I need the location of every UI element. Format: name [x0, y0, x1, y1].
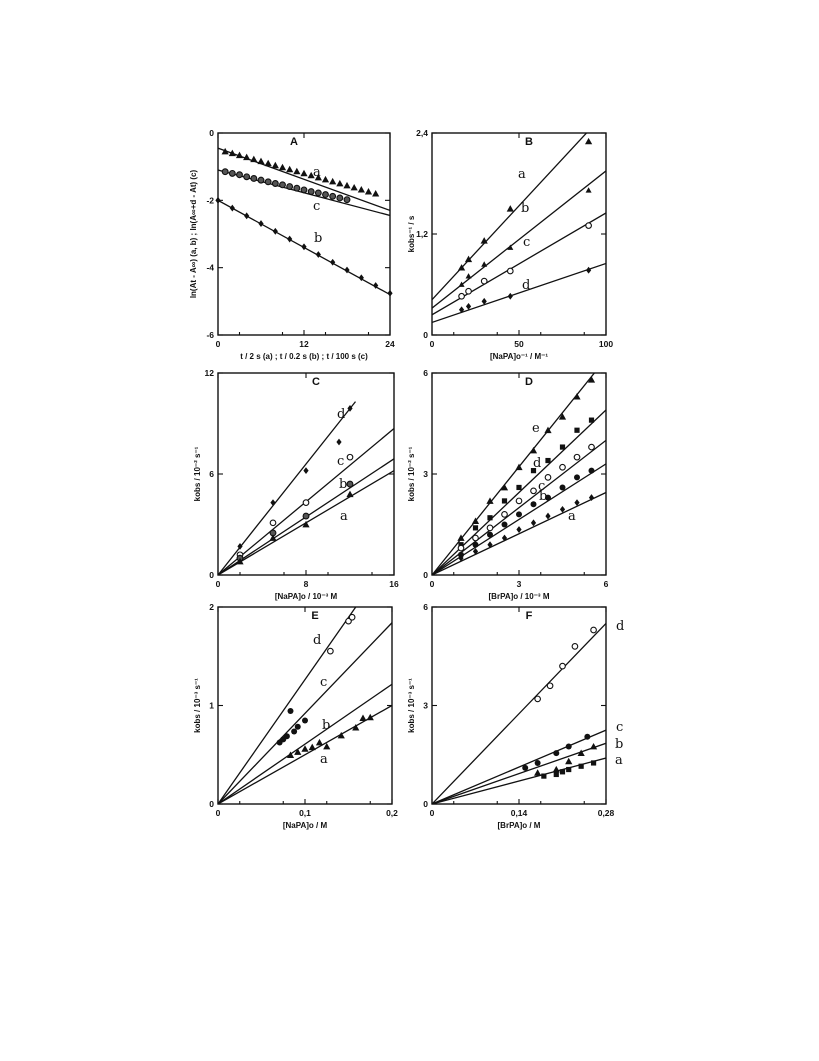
series-label: c: [320, 675, 328, 690]
data-point: [230, 205, 235, 212]
panel-letter: C: [312, 376, 320, 388]
data-point: [273, 228, 278, 235]
series-d: [432, 410, 606, 575]
data-point: [589, 418, 594, 423]
data-point: [279, 164, 286, 170]
y-axis-label: kobs / 10⁻² s⁻¹: [407, 446, 416, 502]
data-point: [591, 627, 597, 633]
data-point: [589, 444, 595, 450]
data-point: [481, 261, 487, 266]
series-label: a: [615, 753, 623, 768]
plot-frame: [432, 607, 606, 804]
series-b: [432, 737, 623, 804]
data-point: [280, 182, 286, 188]
data-point: [244, 174, 250, 180]
y-tick-label: -4: [206, 262, 214, 273]
series-d: [218, 607, 356, 804]
x-axis-label: [NaPA]o / 10⁻³ M: [274, 592, 338, 601]
y-axis-label: kobs / 10⁻² s⁻¹: [193, 446, 202, 502]
panel-letter: D: [525, 376, 533, 388]
data-point: [347, 481, 353, 487]
y-tick-label: 0: [423, 330, 428, 340]
series-a: [218, 148, 390, 211]
data-point: [574, 454, 580, 460]
series-label: d: [522, 278, 531, 293]
fit-line: [218, 684, 392, 804]
x-axis-label: [NaPA]o⁻¹ / M⁻¹: [489, 352, 549, 361]
data-point: [584, 734, 590, 740]
series-c: [432, 213, 606, 315]
y-axis-label: kobs⁻¹ / s: [407, 215, 416, 253]
data-point: [315, 190, 321, 196]
data-point: [287, 184, 293, 190]
x-tick-label: 0: [215, 339, 221, 349]
series-label: c: [538, 479, 546, 494]
data-point: [343, 182, 350, 188]
y-axis-label: kobs / 10⁻³ s⁻¹: [193, 678, 202, 733]
data-point: [258, 177, 264, 183]
x-tick-label: 100: [598, 339, 614, 349]
data-point: [516, 485, 521, 490]
y-tick-label: 0: [209, 128, 214, 138]
data-point: [270, 520, 276, 526]
data-point: [502, 498, 507, 503]
y-tick-label: 0: [423, 570, 428, 580]
data-point: [250, 156, 257, 162]
series-label: c: [616, 720, 624, 735]
y-tick-label: 6: [423, 602, 428, 612]
data-point: [323, 192, 329, 198]
data-point: [481, 278, 487, 284]
series-label: b: [539, 489, 548, 504]
fit-line: [218, 402, 356, 575]
data-point: [329, 178, 336, 184]
data-point: [487, 515, 492, 520]
data-point: [507, 205, 514, 211]
x-tick-label: 16: [389, 579, 399, 589]
y-axis-label: ln(At - A∞) (a, b) ; ln(A∞+d - At) (c): [189, 169, 198, 299]
data-point: [244, 212, 249, 219]
x-tick-label: 50: [514, 339, 524, 349]
data-point: [358, 186, 365, 192]
data-point: [387, 290, 392, 297]
data-point: [530, 447, 537, 453]
data-point: [579, 764, 584, 769]
data-point: [346, 491, 353, 497]
data-point: [531, 488, 537, 494]
data-point: [347, 454, 353, 460]
data-point: [291, 729, 297, 735]
x-axis-label: [BrPA]o / 10⁻³ M: [488, 592, 550, 601]
series-label: a: [313, 165, 321, 180]
data-point: [322, 176, 329, 182]
data-point: [237, 172, 243, 178]
plot-frame: [432, 133, 606, 335]
data-point: [545, 458, 550, 463]
series-label: b: [322, 718, 331, 733]
x-tick-label: 0: [429, 808, 435, 818]
data-point: [288, 708, 294, 714]
panel-a: [189, 128, 395, 361]
data-point: [251, 176, 257, 182]
x-tick-label: 24: [385, 339, 395, 349]
data-point: [541, 773, 546, 778]
series-label: d: [533, 456, 542, 471]
panel-b: [407, 112, 613, 361]
x-tick-label: 0,2: [386, 808, 398, 818]
data-point: [586, 267, 591, 274]
series-label: b: [314, 231, 323, 246]
data-point: [560, 769, 565, 774]
series-label: a: [340, 509, 348, 524]
plot-frame: [432, 373, 606, 575]
data-point: [330, 193, 336, 199]
series-label: d: [313, 633, 322, 648]
x-tick-label: 0: [215, 808, 221, 818]
data-point: [566, 767, 571, 772]
fit-line: [432, 112, 606, 300]
series-b: [215, 197, 392, 297]
data-point: [466, 273, 472, 278]
series-label: b: [615, 737, 624, 752]
series-label: a: [518, 167, 526, 182]
data-point: [516, 498, 522, 504]
data-point: [586, 187, 592, 192]
x-tick-label: 6: [603, 579, 609, 589]
data-point: [589, 468, 595, 474]
data-point: [545, 475, 551, 481]
panel-letter: B: [525, 136, 533, 148]
y-tick-label: 0: [209, 570, 214, 580]
series-e: [432, 373, 595, 575]
data-point: [560, 444, 565, 449]
x-tick-label: 12: [299, 339, 309, 349]
data-point: [336, 439, 341, 446]
y-axis-label: kobs / 10⁻³ s⁻¹: [407, 678, 416, 733]
x-axis-label: [NaPA]o / M: [282, 821, 328, 830]
series-b: [432, 464, 606, 575]
series-b: [218, 459, 394, 575]
data-point: [272, 181, 278, 187]
y-tick-label: 1: [209, 700, 214, 711]
data-point: [336, 180, 343, 186]
data-point: [308, 189, 314, 195]
data-point: [534, 769, 541, 775]
x-tick-label: 0: [429, 579, 435, 589]
data-point: [574, 428, 579, 433]
series-label: a: [320, 752, 328, 767]
y-tick-label: 3: [423, 700, 428, 711]
series-label: c: [337, 454, 345, 469]
data-point: [344, 197, 350, 203]
fit-line: [432, 464, 606, 575]
series-label: e: [532, 421, 540, 436]
data-point: [258, 220, 263, 227]
data-point: [502, 512, 508, 518]
data-point: [572, 644, 578, 650]
y-tick-label: 0: [423, 799, 428, 809]
data-point: [565, 758, 572, 764]
series-label: d: [337, 407, 346, 422]
data-point: [272, 162, 279, 168]
data-point: [293, 168, 300, 174]
data-point: [351, 184, 358, 190]
data-point: [554, 772, 559, 777]
data-point: [560, 663, 566, 669]
data-point: [508, 293, 513, 300]
data-point: [574, 474, 580, 480]
y-tick-label: 6: [209, 469, 214, 479]
series-a: [432, 112, 606, 300]
panel-letter: E: [311, 610, 319, 622]
data-point: [294, 748, 301, 754]
x-tick-label: 3: [516, 579, 522, 589]
data-point: [349, 614, 355, 620]
fit-line: [218, 148, 390, 210]
data-point: [222, 169, 228, 175]
data-point: [553, 750, 559, 756]
x-axis-label: [BrPA]o / M: [497, 821, 541, 830]
series-b: [218, 684, 392, 804]
series-label: c: [523, 235, 531, 250]
series-d: [432, 619, 624, 804]
series-a: [432, 493, 606, 575]
data-point: [286, 166, 293, 172]
series-c: [218, 429, 394, 575]
y-tick-label: 1,2: [416, 229, 428, 239]
data-point: [300, 170, 307, 176]
fit-line: [218, 623, 392, 804]
data-point: [294, 185, 300, 191]
data-point: [265, 179, 271, 185]
x-tick-label: 0: [215, 579, 221, 589]
data-point: [566, 744, 572, 750]
series-label: c: [313, 199, 321, 214]
data-point: [215, 197, 220, 204]
data-point: [560, 464, 566, 470]
x-tick-label: 8: [303, 579, 309, 589]
y-tick-label: -2: [206, 195, 214, 206]
fit-line: [432, 373, 594, 575]
data-point: [458, 545, 464, 551]
data-point: [502, 522, 508, 528]
data-point: [295, 724, 301, 730]
data-point: [573, 393, 580, 399]
y-tick-label: 3: [423, 469, 428, 479]
fit-line: [432, 213, 606, 315]
x-tick-label: 0,14: [510, 808, 528, 818]
data-point: [531, 519, 536, 526]
data-point: [585, 138, 592, 144]
data-point: [229, 171, 235, 177]
data-point: [303, 467, 308, 474]
panel-d: [407, 368, 609, 601]
data-point: [243, 154, 250, 160]
data-point: [301, 187, 307, 193]
data-point: [560, 484, 566, 490]
data-point: [303, 500, 309, 506]
x-axis-label: t / 2 s (a) ; t / 0.2 s (b) ; t / 100 s (c): [240, 352, 368, 361]
y-tick-label: 0: [209, 799, 214, 809]
y-tick-label: -6: [206, 330, 214, 340]
data-point: [473, 535, 479, 541]
data-point: [302, 717, 308, 723]
data-point: [265, 160, 272, 166]
data-point: [459, 293, 465, 299]
data-point: [473, 542, 479, 548]
data-point: [270, 499, 275, 506]
panel-letter: A: [290, 136, 298, 148]
data-point: [487, 525, 493, 531]
y-tick-label: 2: [209, 602, 214, 612]
data-point: [535, 696, 541, 702]
y-tick-label: 12: [204, 368, 214, 378]
data-point: [591, 760, 596, 765]
series-b: [432, 171, 606, 308]
panel-e: [193, 602, 398, 830]
data-point: [328, 648, 334, 654]
fit-line: [218, 607, 356, 804]
fit-line: [432, 171, 606, 308]
data-point: [473, 525, 478, 530]
data-point: [372, 190, 379, 196]
series-label: d: [616, 619, 625, 634]
x-tick-label: 0,28: [597, 808, 615, 818]
data-point: [287, 236, 292, 243]
fit-line: [432, 410, 606, 575]
data-point: [547, 683, 553, 689]
fit-line: [432, 493, 606, 575]
series-c: [218, 614, 392, 804]
data-point: [586, 223, 592, 229]
data-point: [522, 765, 528, 771]
x-tick-label: 0: [429, 339, 435, 349]
panel-letter: F: [525, 610, 533, 622]
plot-frame: [218, 607, 392, 804]
panel-c: [193, 368, 399, 601]
data-point: [508, 268, 514, 274]
y-tick-label: 2,4: [416, 128, 428, 138]
y-tick-label: 6: [423, 368, 428, 378]
data-point: [257, 158, 264, 164]
series-label: b: [521, 201, 530, 216]
data-point: [337, 195, 343, 201]
plot-frame: [218, 133, 390, 335]
data-point: [516, 526, 521, 533]
series-a: [432, 753, 623, 804]
data-point: [531, 501, 537, 507]
data-point: [303, 513, 309, 519]
data-point: [516, 511, 522, 517]
series-label: b: [339, 477, 348, 492]
data-point: [487, 532, 493, 538]
series-d: [218, 402, 356, 575]
series-a: [218, 471, 394, 575]
fit-line: [432, 623, 606, 804]
data-point: [466, 288, 472, 294]
panel-f: [407, 602, 624, 830]
data-point: [365, 188, 372, 194]
x-tick-label: 0,1: [299, 808, 311, 818]
series-label: a: [568, 509, 576, 524]
data-point: [535, 760, 541, 766]
